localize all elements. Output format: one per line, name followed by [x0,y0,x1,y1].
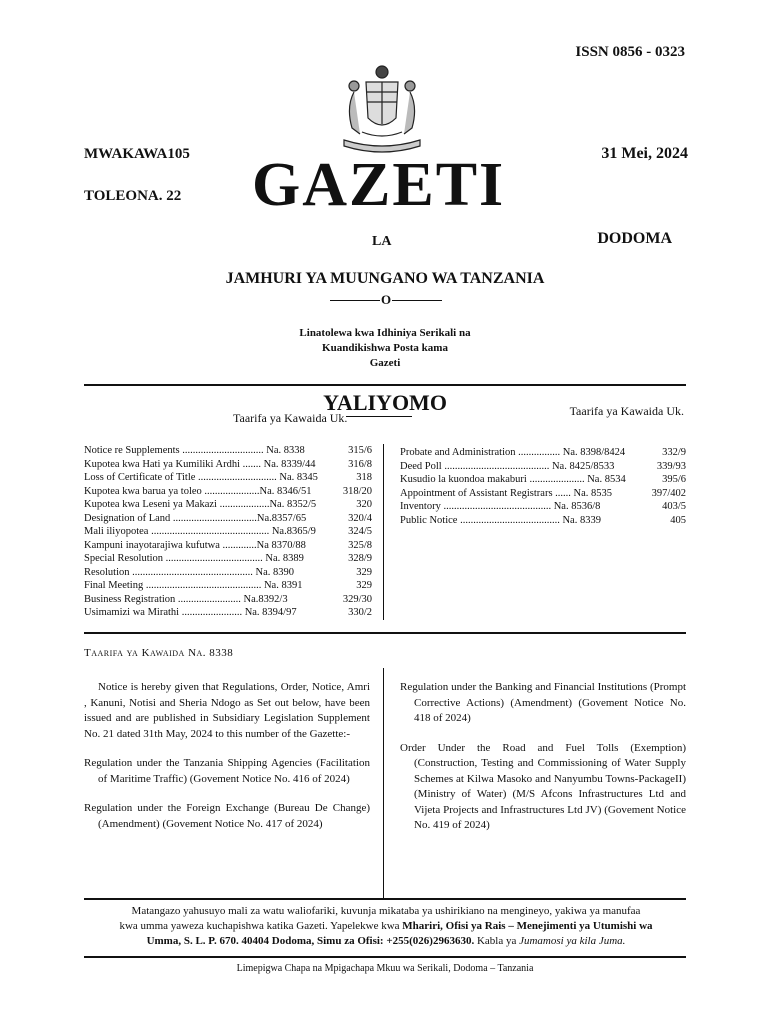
notice-item: Regulation under the Banking and Financial Institutions (Prompt Corrective Actions) (Amendment) (Govement Notice No. 418 of 2024) [400,681,686,724]
contents-entry-page: 318/20 [342,485,372,497]
registration-line: Linatolewa kwa Idhiniya Serikali na [299,327,471,339]
contents-entry-title: Public Notice ...................................... Na. 8339 [400,514,601,526]
contents-entry [400,446,686,460]
registration-line: Kuandikishwa Posta kama [322,342,448,354]
contents-entry-title: Loss of Certificate of Title .............................. Na. 8345 [84,472,318,483]
contents-entry-title: Designation of Land ................................Na.8357/65 [84,512,307,524]
contents-entry-page: 324/5 [348,526,372,537]
contents-entry [84,566,372,580]
contents-heading: YALIYOMO [323,390,447,415]
contents-entry-title: Special Resolution ..................................... Na. 8389 [84,553,304,564]
contents-entry-title: Notice re Supplements ............................... Na. 8338 [84,445,305,456]
advert-text-italic: Jumamosi ya kila Juma. [519,935,626,947]
contents-entry-title: Kampuni inayotarajiwa kufutwa .............Na 8370/88 [84,539,306,551]
issue-number: TOLEONA. 22 [84,188,182,204]
contents-subheading-right: Taarifa ya Kawaida Uk. [569,404,684,418]
contents-entry-page: 320 [356,499,372,510]
contents-subheading-left: Taarifa ya Kawaida Uk. [233,411,348,425]
contents-entry-page: 339/93 [656,460,686,472]
advert-line [86,919,686,934]
contents-entry-title: Deed Poll ........................................ Na. 8425/8533 [400,460,615,472]
contents-entry-title: Usimamizi wa Mirathi ....................... Na. 8394/97 [84,607,297,618]
registration-note [0,326,770,371]
contents-list-right [400,446,686,527]
contents-entry-title: Resolution .............................................. Na. 8390 [84,566,294,578]
contents-entry [84,512,372,526]
gazette-title: GAZETI [252,151,506,219]
issn: ISSN 0856 - 0323 [575,44,685,60]
contents-entry-title: Mali iliyopotea ............................................. Na.8365/9 [84,526,316,537]
volume-number: MWAKAWA105 [84,146,190,162]
contents-entry [84,606,372,620]
contents-entry [84,485,372,499]
contents-entry-page: 329/30 [342,593,372,605]
advert-text-plain: Kabla ya [476,935,517,947]
city: DODOMA [597,230,672,247]
notice-column-left [84,680,370,846]
column-divider [383,668,384,898]
advert-line: Matangazo yahusuyo mali za watu waliofariki, kuvunja mikataba ya ushirikiano na mengineyo, yakiwa ya manufaa [131,905,641,917]
printer-credit: Limepigwa Chapa na Mpigachapa Mkuu wa Serikali, Dodoma – Tanzania [236,963,534,974]
contents-entry-page: 397/402 [651,487,686,499]
contents-entry-page: 320/4 [348,512,372,524]
contents-entry-page: 329 [356,580,372,591]
contents-entry-title: Probate and Administration ................ Na. 8398/8424 [400,447,626,458]
contents-entry-title: Inventory ......................................... Na. 8536/8 [400,501,601,512]
contents-entry-page: 315/6 [348,445,372,456]
contents-underline [346,416,412,417]
contents-entry [84,458,372,472]
coat-of-arms-emblem [336,62,428,156]
contents-entry-page: 395/6 [662,474,686,485]
contents-entry-page: 405 [670,514,686,526]
advert-text-bold: Mhariri, Ofisi ya Rais – Menejimenti ya Utumishi wa [402,920,653,932]
advert-text-bold: Umma, S. L. P. 670. 40404 Dodoma, Simu za Ofisi: +255(026)2963630. [146,935,475,947]
notice-item: Regulation under the Tanzania Shipping Agencies (Facilitation of Maritime Traffic) (Govement Notice No. 416 of 2024) [84,757,370,785]
contents-entry-page: 318 [356,472,372,483]
contents-entry [400,487,686,501]
contents-entry [84,593,372,607]
advert-line [86,934,686,949]
contents-entry [400,473,686,487]
contents-entry-title: Kupotea kwa barua ya toleo .....................Na. 8346/51 [84,485,312,497]
notice-header: Taarifa ya Kawaida Na. 8338 [84,647,234,659]
contents-entry-title: Final Meeting ............................................ Na. 8391 [84,580,303,591]
column-divider [383,444,384,620]
contents-entry-title: Kupotea kwa Hati ya Kumiliki Ardhi ....... Na. 8339/44 [84,458,316,470]
notice-item: Order Under the Road and Fuel Tolls (Exemption) (Construction, Testing and Commissioning of Water Supply Schemes at Kilwa Masoko and Nanyumbu Towns-PackageII) (Ministry of Water) (M/S Afcons Infrastructures Ltd and Vijeta Projects and Infrastructures Ltd JV) (Govement Notice No. 419 of 2024) [400,741,686,831]
contents-entry [84,525,372,539]
contents-entry [84,498,372,512]
notice-item: Regulation under the Foreign Exchange (Bureau De Change) (Amendment) (Govement Notice No. 417 of 2024) [84,802,370,830]
contents-entry-title: Kupotea kwa Leseni ya Makazi ...................Na. 8352/5 [84,499,317,510]
notice-intro: Notice is hereby given that Regulations, Order, Notice, Amri , Kanuni, Notisi and Sheria Ndogo as Set out below, have been issued and are published in Subsidiary Legislation Supplement No. 21 dated 31th May, 2024 to this number of the Gazette:- [84,681,370,740]
contents-entry-title: Appointment of Assistant Registrars ...... Na. 8535 [400,487,613,499]
registration-line: Gazeti [369,357,401,369]
contents-entry-page: 330/2 [348,607,372,618]
contents-entry-page: 325/8 [348,539,372,551]
contents-entry [84,579,372,593]
republic-name: JAMHURI YA MUUNGANO WA TANZANIA [225,270,545,287]
contents-list-left [84,444,372,620]
contents-entry [84,471,372,485]
contents-entry-title: Kusudio la kuondoa makaburi ..................... Na. 8534 [400,474,626,485]
contents-entry-page: 403/5 [662,501,686,512]
notice-column-right [400,680,686,848]
contents-entry-title: Business Registration ........................ Na.8392/3 [84,593,288,605]
section-rule [84,632,686,634]
contents-entry [84,444,372,458]
contents-entry-page: 316/8 [348,458,372,470]
contents-entry-page: 329 [356,566,372,578]
contents-entry-page: 328/9 [348,553,372,564]
contents-entry [400,460,686,474]
contents-entry [400,514,686,528]
title-la: LA [372,234,392,249]
contents-entry [84,539,372,553]
contents-entry [84,552,372,566]
advert-text [86,904,686,949]
section-rule [84,384,686,386]
contents-entry [400,500,686,514]
divider-ornament: O [381,292,392,307]
contents-entry-page: 332/9 [662,447,686,458]
advert-text-plain: kwa umma yaweza kuchapishwa katika Gazeti. Yapelekwe kwa [119,920,400,932]
issue-date: 31 Mei, 2024 [601,145,688,162]
